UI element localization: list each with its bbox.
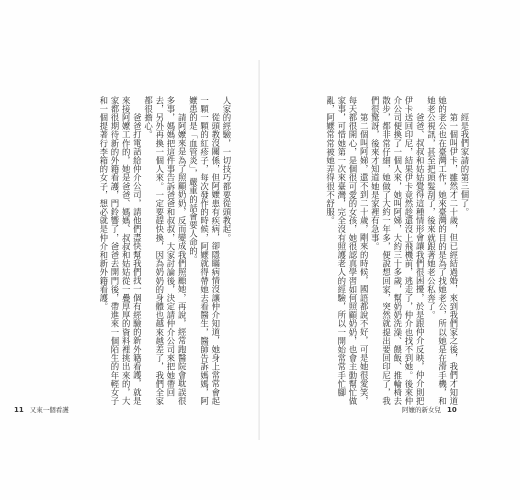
paragraph: 第一個叫伊卡，雖然才二十歲，但已經結過婚，來到我們家之後，我們才知道她的老公也在臺灣工作，她來臺灣的目的是為了找她老公，所以她是在滑手機，和她老公視訊，甚至把頭髮刮了，後來就跟著她老公私奔了。 xyxy=(426,96,459,406)
right-text-column xyxy=(292,96,470,406)
paragraph: 請阿嬤來是為了照顧奶奶，反而變成我們照顧她，再說，經常跑醫院會耽誤很多事，媽媽把這件事告訴爸爸和叔叔，大家討論後，決定請仲介公司來把她帶回去，另外再換一個人來。一定要趕快換，因為奶奶的身體也越來越差了，我們全家都很擔心。 xyxy=(143,96,188,406)
paragraph: 人家的經驗，一切技巧都要從頭教起。 xyxy=(222,96,232,243)
paragraph: 經是我們家請的第三個了。 xyxy=(460,112,470,216)
paragraph: 爸爸打電話給仲介公司，請他們盡快幫我們找一個有經驗的新外籍看護，就是來接阿嬤工作的，她是爸爸、媽媽、叔叔和姑姑從一疊厚厚的資料裡挑出來的，大家都很期待新的外籍看護，門鈴響了，爸爸去開門後，帶進來一個陌生的年輕女子和一個提著行李箱的女子，想必就是仲介和新外籍看護。 xyxy=(98,96,143,406)
page-number: 11 xyxy=(14,405,24,414)
paragraph: 從頭教沒關係，但阿嬤患有疾病，卻隱瞞病情沒讓仲介知道，她身上常常會起一顆一顆的紅疹子，每次發作的時候，阿嬤就得帶她去看醫生，醫師告訴媽媽，阿嬤患的是「血管炎」，嚴重的話會要人命的。 xyxy=(188,96,221,406)
running-title: 又來一個看護 xyxy=(29,406,69,414)
paragraph: 爸爸、叔叔和姑姑覺得這種情形會讓我們很困擾，於是跟仲介反映，仲介則把伊卡送回印尼，結果伊卡竟然趁還沒上飛機前，逃走了，仲介也找不到她。後來仲介公司便換了一個人來，她叫阿娣，大約三十多歲，幫奶奶洗澡、餵飯、推輪椅去散步，都非常仔細，她做了大約一年多，便說想回家，突然就提出要回印尼了，我們很驚訝，後來才知道她是家裡有急事。 xyxy=(370,96,426,406)
running-title: 阿嬤的新女兒 xyxy=(402,406,441,414)
left-text-column xyxy=(62,96,232,406)
right-footer xyxy=(402,405,457,414)
page-number: 10 xyxy=(447,405,457,414)
left-footer xyxy=(14,405,69,414)
paragraph: 第二個叫阿娣，還不到二十歲，剛來的時候，國語都說不好，可是她很愛笑，每天都很開心，是個很可愛的女孩，她很認真學習如何照顧奶奶，也會主動幫忙做家事，可惜她第一次來臺灣，完全沒有照護老人的經驗，所以一開始常常手忙腳亂，阿嬤常常被她弄得很不舒服。 xyxy=(325,96,370,406)
